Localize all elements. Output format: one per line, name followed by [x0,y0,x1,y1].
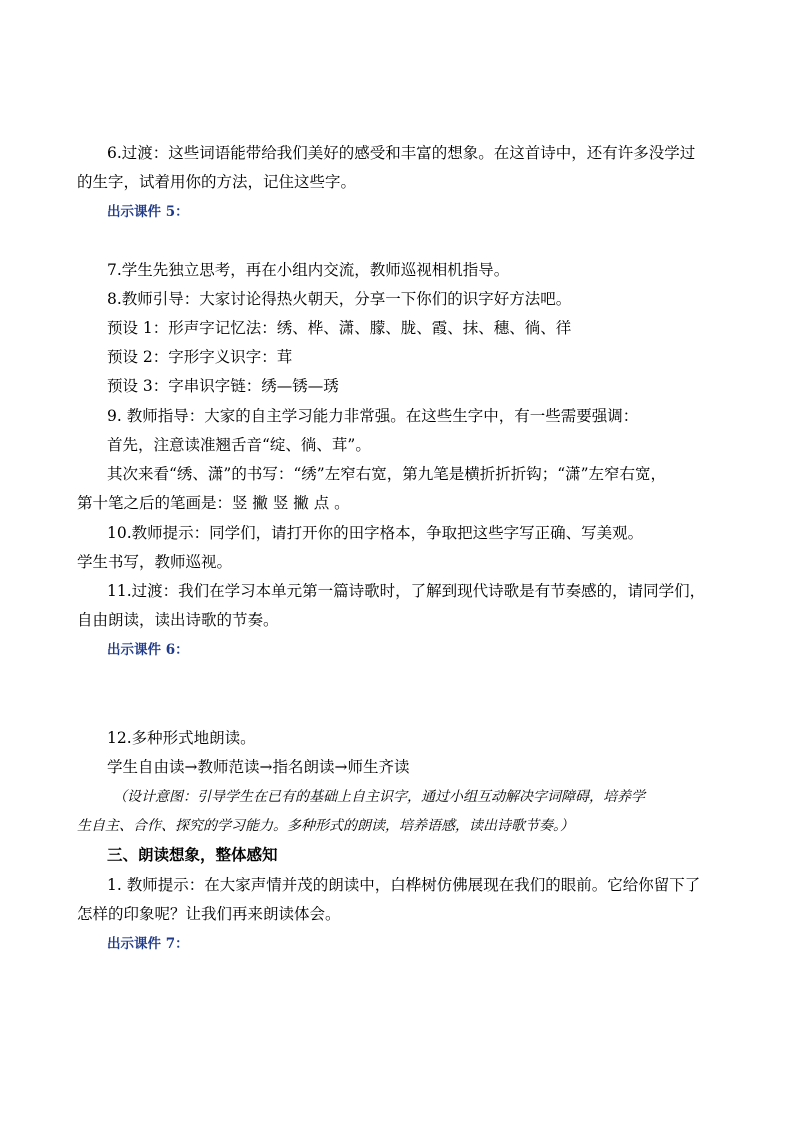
slide-label-6: 出示课件 6： [107,642,189,658]
preset-3: 预设 3：字串识字链：绣—锈—琇 [107,377,339,395]
paragraph-7: 7.学生先独立思考，再在小组内交流，教师巡视相机指导。 [107,261,510,279]
paragraph-8: 8.教师引导：大家讨论得热火朝天，分享一下你们的识字好方法吧。 [107,290,572,308]
preset-2: 预设 2：字形字义识字：茸 [107,348,293,366]
design-intent-line-1: （设计意图：引导学生在已有的基础上自主识字，通过小组互动解决字词障碍，培养学 [113,789,645,805]
paragraph-11-line-2: 自由朗读，读出诗歌的节奏。 [77,611,279,629]
preset-1: 预设 1：形声字记忆法：绣、桦、潇、朦、胧、霞、抹、穗、徜、徉 [107,319,572,337]
paragraph-10: 10.教师提示：同学们，请打开你的田字格本，争取把这些字写正确、写美观。 [107,524,644,542]
section-3-heading: 三、朗读想象，整体感知 [107,845,278,864]
student-writing: 学生书写，教师巡视。 [77,553,233,571]
section-3-item-1-line-2: 怎样的印象呢？让我们再来朗读体会。 [77,905,341,923]
first-point: 首先，注意读准翘舌音“绽、徜、茸”。 [107,436,371,454]
paragraph-6-line-2: 的生字，试着用你的方法，记住这些字。 [77,173,357,191]
section-3-item-1-line-1: 1. 教师提示：在大家声情并茂的朗读中，白桦树仿佛展现在我们的眼前。它给你留下了 [107,876,701,894]
paragraph-6-line-1: 6.过渡：这些词语能带给我们美好的感受和丰富的想象。在这首诗中，还有许多没学过 [107,144,696,162]
paragraph-12: 12.多种形式地朗读。 [107,729,256,747]
second-point-line-2: 第十笔之后的笔画是：竖 撇 竖 撇 点 。 [77,494,350,512]
paragraph-9: 9. 教师指导：大家的自主学习能力非常强。在这些生字中，有一些需要强调： [107,407,639,425]
reading-flow: 学生自由读→教师范读→指名朗读→师生齐读 [107,758,410,776]
slide-label-7: 出示课件 7： [107,936,189,952]
paragraph-11-line-1: 11.过渡：我们在学习本单元第一篇诗歌时，了解到现代诗歌是有节奏感的，请同学们， [107,582,706,600]
second-point-line-1: 其次来看“绣、潇”的书写：“绣”左窄右宽，第九笔是横折折折钩；“潇”左窄右宽， [107,465,667,483]
design-intent-line-2: 生自主、合作、探究的学习能力。多种形式的朗读，培养语感，读出诗歌节奏。） [77,818,574,834]
slide-label-5: 出示课件 5： [107,204,189,220]
